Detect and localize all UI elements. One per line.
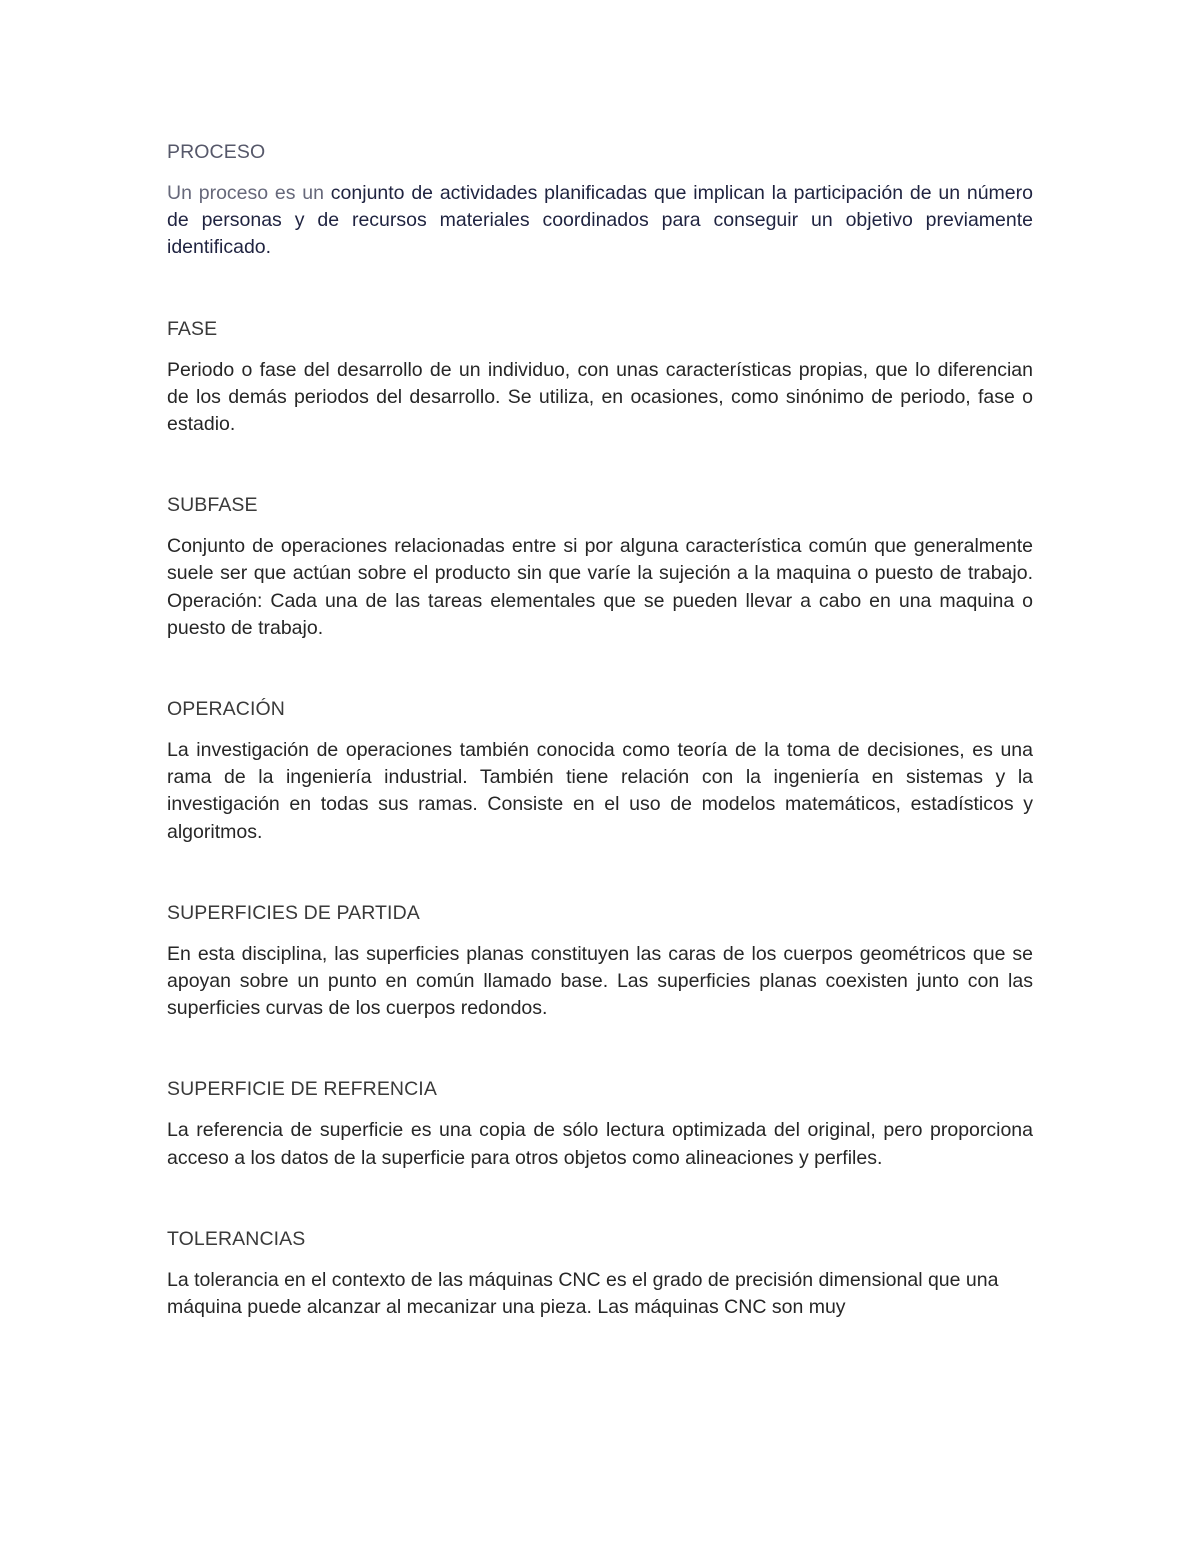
paragraph-proceso-lead: Un proceso es un bbox=[167, 182, 331, 204]
heading-superficie-de-referencia: SUPERFICIE DE REFRENCIA bbox=[167, 1078, 437, 1101]
paragraph-fase: Periodo o fase del desarrollo de un individuo, con unas características propias, que lo diferencian de los demás periodos del desarrollo. Se utiliza, en ocasiones, como sinónimo de periodo, fase o estadio. bbox=[167, 358, 1033, 436]
heading-superficies-de-partida: SUPERFICIES DE PARTIDA bbox=[167, 901, 420, 924]
paragraph-superficie-de-referencia: La referencia de superficie es una copia de sólo lectura optimizada del original, pero proporciona acceso a los datos de la superficie para otros objetos como alineaciones y perfiles. bbox=[167, 1119, 1033, 1169]
section-subfase bbox=[167, 492, 1033, 642]
paragraph-proceso bbox=[167, 180, 1033, 262]
heading-proceso: PROCESO bbox=[167, 141, 266, 163]
paragraph-subfase: Conjunto de operaciones relacionadas entre si por alguna característica común que generalmente suele ser que actúan sobre el producto sin que varíe la sujeción a la maquina o puesto de trabajo. Operación: Cada una de las tareas elementales que se pueden llevar a cabo en una maquina o puesto de trabajo. bbox=[167, 535, 1033, 639]
section-superficies-de-partida bbox=[167, 900, 1033, 1023]
heading-fase: FASE bbox=[167, 317, 218, 340]
paragraph-tolerancias: La tolerancia en el contexto de las máquinas CNC es el grado de precisión dimensional que una máquina puede alcanzar al mecanizar una pieza. Las máquinas CNC son muy bbox=[167, 1268, 999, 1319]
heading-tolerancias: TOLERANCIAS bbox=[167, 1227, 306, 1250]
section-superficie-de-referencia bbox=[167, 1076, 1033, 1171]
paragraph-superficies-de-partida: En esta disciplina, las superficies planas constituyen las caras de los cuerpos geométricos que se apoyan sobre un punto en común llamado base. Las superficies planas coexisten junto con las superficies curvas de los cuerpos redondos. bbox=[167, 942, 1033, 1020]
section-tolerancias bbox=[167, 1226, 1033, 1321]
paragraph-operacion: La investigación de operaciones también conocida como teoría de la toma de decisiones, es una rama de la ingeniería industrial. También tiene relación con la ingeniería en sistemas y la investigación en todas sus ramas. Consiste en el uso de modelos matemáticos, estadísticos y algoritmos. bbox=[167, 739, 1033, 843]
document-content bbox=[167, 139, 1033, 1375]
section-proceso bbox=[167, 139, 1033, 262]
heading-subfase: SUBFASE bbox=[167, 494, 258, 517]
heading-operacion: OPERACIÓN bbox=[167, 698, 285, 721]
paragraph-proceso-rest: conjunto de actividades planificadas que implican la participación de un número de personas y de recursos materiales coordinados para conseguir un objetivo previamente identificado. bbox=[167, 182, 1033, 259]
section-fase bbox=[167, 316, 1033, 439]
section-operacion bbox=[167, 696, 1033, 846]
